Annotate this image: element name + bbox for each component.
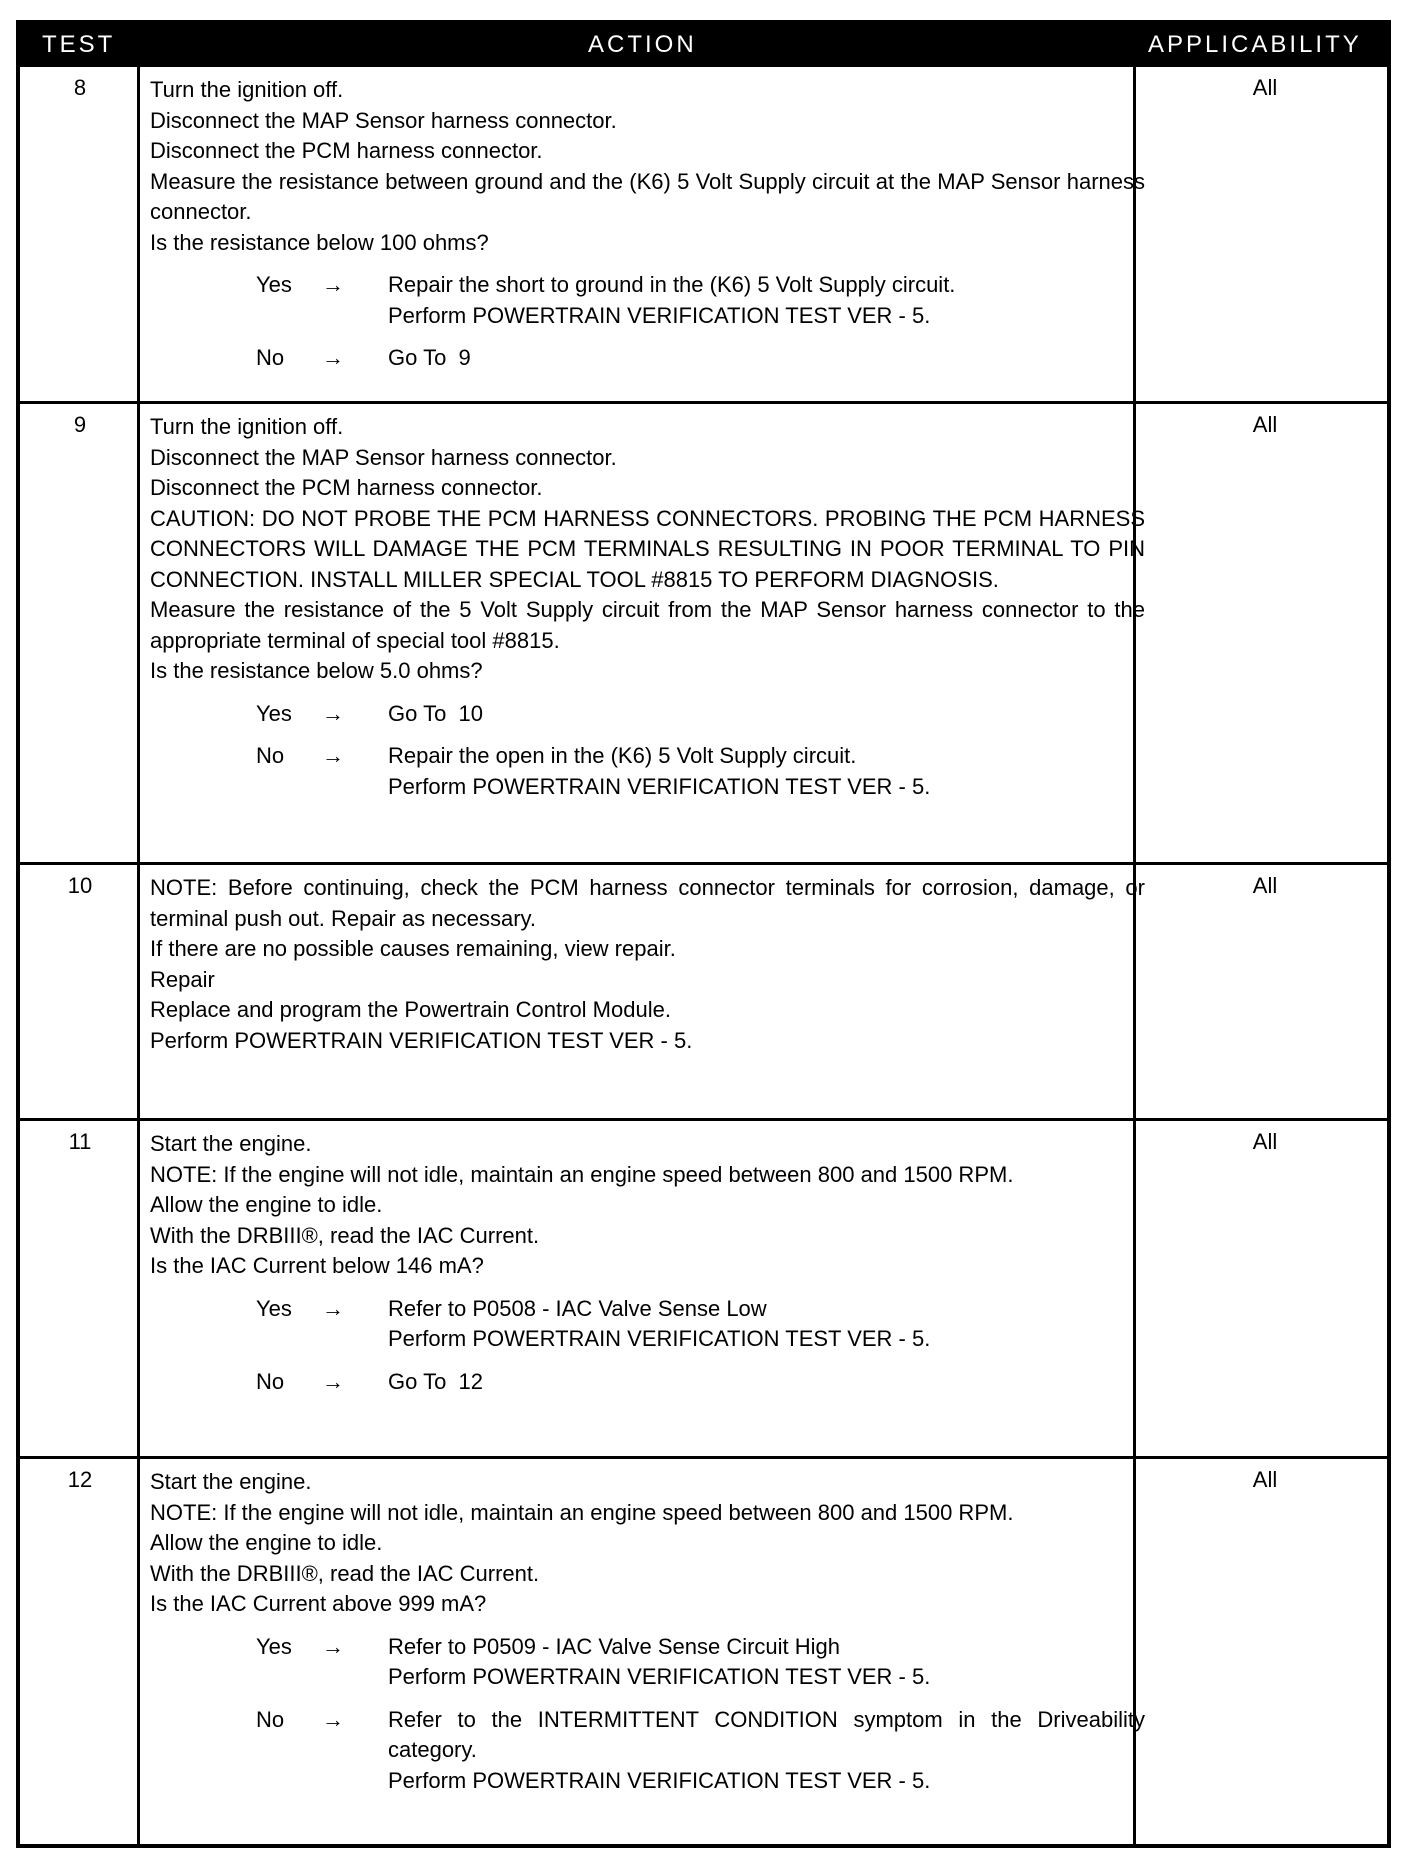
arrow-icon: → bbox=[322, 743, 344, 768]
caution-text: CAUTION: DO NOT PROBE THE PCM HARNESS CONNECTORS. PROBING THE PCM HARNESS CONNECTORS WILL DAMAGE THE PCM TERMINALS RESULTING IN POOR TERMINAL TO PIN CONNECTION. INSTALL MILLER SPECIAL TOOL #8815 TO PERFORM DIAGNOSIS. bbox=[150, 505, 1145, 592]
step-text: Start the engine. bbox=[150, 1469, 312, 1494]
response-text: Refer to P0509 - IAC Valve Sense Circuit High bbox=[388, 1633, 841, 1659]
header-test: TEST bbox=[42, 31, 116, 58]
response-yes bbox=[150, 1632, 1145, 1693]
step-text: Disconnect the MAP Sensor harness connector. bbox=[150, 444, 617, 470]
action-cell bbox=[150, 1467, 1145, 1796]
arrow-icon: → bbox=[322, 1706, 344, 1732]
response-label: Yes bbox=[256, 272, 292, 297]
step-text: If there are no possible causes remaining, view repair. bbox=[150, 936, 676, 961]
test-number: 8 bbox=[73, 75, 87, 100]
step-text: With the DRBIII®, read the IAC Current. bbox=[150, 1222, 540, 1248]
response-label: Yes bbox=[256, 1633, 292, 1659]
response-text: Go To 10 bbox=[388, 700, 483, 726]
response-label: No bbox=[256, 1706, 285, 1732]
test-number: 11 bbox=[68, 1129, 92, 1154]
response-no bbox=[150, 1367, 1145, 1398]
test-number: 9 bbox=[73, 412, 87, 437]
response-text: Go To 9 bbox=[388, 345, 471, 370]
response-text: Refer to the INTERMITTENT CONDITION symptom in the Driveability category. bbox=[388, 1706, 1145, 1762]
table-row bbox=[20, 1118, 1387, 1456]
test-number: 12 bbox=[67, 1467, 93, 1492]
response-label: No bbox=[256, 1368, 285, 1394]
arrow-icon: → bbox=[322, 272, 344, 297]
table-row bbox=[20, 64, 1387, 401]
response-text: Perform POWERTRAIN VERIFICATION TEST VER - 5. bbox=[388, 773, 931, 799]
step-text: Disconnect the MAP Sensor harness connector. bbox=[150, 107, 617, 133]
table-row bbox=[20, 862, 1387, 1118]
step-text: Is the resistance below 5.0 ohms? bbox=[150, 658, 483, 683]
response-text: Repair the open in the (K6) 5 Volt Supply circuit. bbox=[388, 743, 857, 768]
response-label: Yes bbox=[256, 1295, 292, 1321]
step-text: Turn the ignition off. bbox=[150, 414, 344, 439]
step-text: Measure the resistance between ground and the (K6) 5 Volt Supply circuit at the MAP Sensor harness connector. bbox=[150, 168, 1145, 224]
note-text: NOTE: If the engine will not idle, maintain an engine speed between 800 and 1500 RPM. bbox=[150, 1499, 1014, 1525]
repair-text: Replace and program the Powertrain Control Module. bbox=[150, 997, 671, 1022]
response-text: Repair the short to ground in the (K6) 5 Volt Supply circuit. bbox=[388, 272, 956, 297]
response-text: Perform POWERTRAIN VERIFICATION TEST VER - 5. bbox=[388, 1326, 931, 1351]
table-row bbox=[20, 401, 1387, 862]
action-cell bbox=[150, 1129, 1145, 1397]
applicability-value: All bbox=[1252, 1467, 1278, 1492]
step-text: Turn the ignition off. bbox=[150, 77, 344, 102]
response-label: No bbox=[256, 743, 285, 768]
note-text: NOTE: Before continuing, check the PCM harness connector terminals for corrosion, damage, or terminal push out. Repair as necessary. bbox=[150, 875, 1145, 931]
applicability-value: All bbox=[1252, 873, 1278, 898]
step-text: Allow the engine to idle. bbox=[150, 1192, 383, 1217]
response-text: Perform POWERTRAIN VERIFICATION TEST VER - 5. bbox=[388, 302, 931, 328]
repair-label: Repair bbox=[150, 966, 215, 992]
response-label: Yes bbox=[256, 700, 292, 726]
step-text: Start the engine. bbox=[150, 1131, 312, 1156]
response-text: Perform POWERTRAIN VERIFICATION TEST VER - 5. bbox=[388, 1664, 931, 1689]
header-action: ACTION bbox=[588, 31, 697, 58]
step-text: Is the IAC Current above 999 mA? bbox=[150, 1591, 487, 1616]
step-text: Is the resistance below 100 ohms? bbox=[150, 229, 489, 255]
step-text: Is the IAC Current below 146 mA? bbox=[150, 1253, 484, 1278]
response-yes bbox=[150, 270, 1145, 331]
arrow-icon: → bbox=[322, 345, 344, 370]
step-text: Allow the engine to idle. bbox=[150, 1530, 383, 1555]
response-yes bbox=[150, 1294, 1145, 1355]
action-cell bbox=[150, 412, 1145, 802]
applicability-value: All bbox=[1252, 1129, 1278, 1154]
applicability-value: All bbox=[1252, 75, 1278, 100]
note-text: NOTE: If the engine will not idle, maintain an engine speed between 800 and 1500 RPM. bbox=[150, 1161, 1014, 1187]
response-no bbox=[150, 1705, 1145, 1797]
header-applicability: APPLICABILITY bbox=[1148, 31, 1362, 58]
response-no bbox=[150, 741, 1145, 802]
arrow-icon: → bbox=[322, 1368, 344, 1394]
step-text: Disconnect the PCM harness connector. bbox=[150, 475, 543, 500]
table-header bbox=[20, 24, 1387, 64]
step-text: Disconnect the PCM harness connector. bbox=[150, 138, 543, 163]
test-number: 10 bbox=[67, 873, 93, 898]
repair-text: Perform POWERTRAIN VERIFICATION TEST VER - 5. bbox=[150, 1027, 693, 1053]
diagnostic-table bbox=[16, 20, 1391, 1848]
applicability-value: All bbox=[1252, 412, 1278, 437]
step-text: Measure the resistance of the 5 Volt Supply circuit from the MAP Sensor harness connector to the appropriate terminal of special tool #8815. bbox=[150, 597, 1145, 653]
arrow-icon: → bbox=[322, 700, 344, 726]
action-cell bbox=[150, 873, 1145, 1056]
response-yes bbox=[150, 699, 1145, 730]
table-row bbox=[20, 1456, 1387, 1844]
response-text: Perform POWERTRAIN VERIFICATION TEST VER - 5. bbox=[388, 1767, 931, 1793]
arrow-icon: → bbox=[322, 1633, 344, 1659]
response-text: Refer to P0508 - IAC Valve Sense Low bbox=[388, 1295, 767, 1321]
response-label: No bbox=[256, 345, 285, 370]
response-text: Go To 12 bbox=[388, 1368, 483, 1394]
arrow-icon: → bbox=[322, 1295, 344, 1321]
step-text: With the DRBIII®, read the IAC Current. bbox=[150, 1560, 540, 1586]
action-cell bbox=[150, 75, 1145, 374]
response-no bbox=[150, 343, 1145, 374]
